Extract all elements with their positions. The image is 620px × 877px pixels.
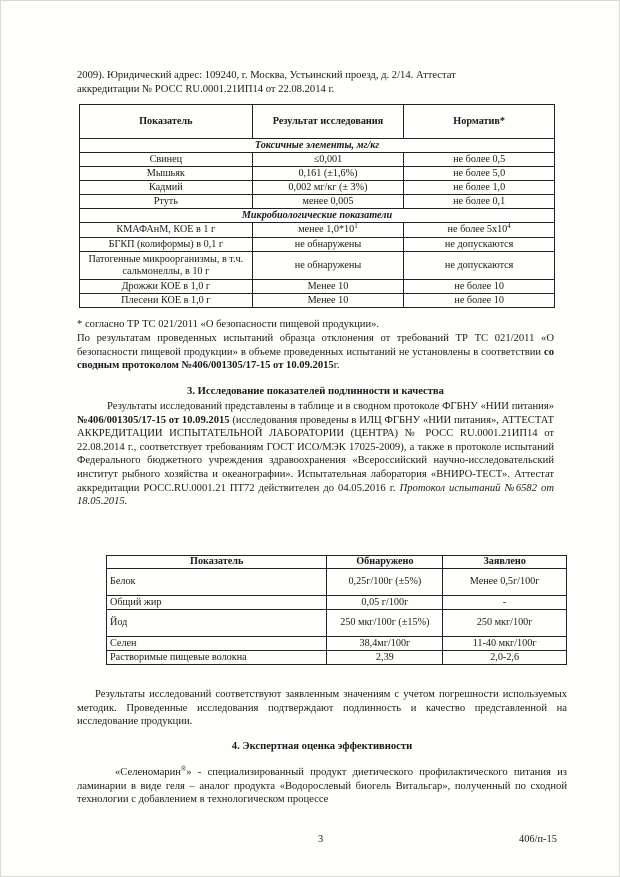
section-3-text-mid: (исследования проведены в ИЛЦ ФГБНУ «НИИ питания», АТТЕСТАТ АККРЕДИТАЦИИ ИСПЫТАТЕЛЬНОЙ ЛАБОРАТОРИИ (ЦЕНТРА) № РОСС RU.0001.21ИП14 от 22.08.2014 г., соответствует требованиям ГОСТ ИСО/МЭК 17025-2009), а также в протоколе испытаний Федерального бюджетного учреждения здравоохранения «Всероссийский научно-исследовательский институт рыбного хозяйства и океанографии». Испытательная лаборатория «ВНИРО-ТЕСТ». Аттестат аккредитации РОСС.RU.0001.21 ПТ72 действителен до 04.05.2016 г.: [77, 414, 554, 494]
header-norm: Норматив*: [404, 105, 555, 139]
section-3-test-protocol: Протокол испытаний №6582 от 18.05.2015.: [77, 482, 554, 508]
footnote: * согласно ТР ТС 021/2011 «О безопасности пищевой продукции».: [77, 319, 380, 330]
cell-found: 2,39: [327, 651, 443, 665]
table-row: [80, 252, 555, 280]
conclusion-1-protocol: со сводным протоколом №406/001305/17-15 от 10.09.2015: [77, 346, 554, 372]
cell-name: Общий жир: [107, 596, 327, 610]
cell-result: ≤0,001: [252, 153, 404, 167]
table-header-row: [80, 105, 555, 139]
page-number: 3: [318, 834, 324, 845]
conclusion-1-text: По результатам проведенных испытаний образца отклонения от требований ТР ТС 021/2011 «О безопасности пищевой продукции» в объеме проведенных испытаний не установлены в соответствии: [77, 333, 554, 358]
cell-found: 0,05 г/100г: [327, 596, 443, 610]
table-header-row: [107, 556, 567, 569]
cell-result: не обнаружены: [252, 252, 404, 280]
cell-name: БГКП (колиформы) в 0,1 г: [80, 238, 253, 252]
cell-name: Дрожжи КОЕ в 1,0 г: [80, 280, 253, 294]
result-base: менее 1,0*10: [298, 224, 355, 236]
cell-result: менее 0,005: [252, 195, 404, 209]
cell-found: 0,25г/100г (±5%): [327, 569, 443, 596]
cell-name: Мышьяк: [80, 167, 253, 181]
safety-table: [79, 104, 555, 308]
table-row: [107, 651, 567, 665]
table-row: [80, 280, 555, 294]
section-3-protocol: №406/001305/17-15 от 10.09.2015: [77, 414, 230, 426]
cell-name: Растворимые пищевые волокна: [107, 651, 327, 665]
header-indicator: Показатель: [107, 556, 327, 569]
cell-declared: 2,0-2,6: [443, 651, 567, 665]
document-code: 406/п-15: [519, 834, 557, 845]
registered-mark: ®: [180, 765, 187, 773]
cell-result: не обнаружены: [252, 238, 404, 252]
conclusion-1-tail: г.: [333, 360, 340, 372]
section-toxic: Токсичные элементы, мг/кг: [80, 139, 555, 153]
section-4-heading: 4. Экспертная оценка эффективности: [231, 741, 413, 752]
conclusion-2: Результаты исследований соответствуют заявленным значениям с учетом погрешности используемых методик. Проведенные исследования подтверждают подлинность и качество представленной на исследование продукции.: [77, 689, 567, 728]
table-row: [80, 181, 555, 195]
cell-name: Свинец: [80, 153, 253, 167]
cell-norm: не более 10: [404, 280, 555, 294]
table-row: [107, 569, 567, 596]
cell-norm: не более 1,0: [404, 181, 555, 195]
quality-table: [106, 555, 567, 665]
table-row: [80, 294, 555, 308]
section-4-text-rest: » - специализированный продукт диетического профилактического питания из ламинарии в виде геля – аналог продукта «Водорослевый биогель Витальгар», полученный по сходной технологии с добавлением в технологическом процессе: [77, 767, 567, 806]
table-row: [80, 195, 555, 209]
cell-name: Ртуть: [80, 195, 253, 209]
table-row: [80, 223, 555, 238]
cell-norm: не более 10: [404, 294, 555, 308]
table-row: [80, 238, 555, 252]
cell-name: Плесени КОЕ в 1,0 г: [80, 294, 253, 308]
cell-name: Патогенные микроорганизмы, в т.ч. сальмонеллы, в 10 г: [80, 252, 253, 280]
cell-declared: -: [443, 596, 567, 610]
cell-name: Йод: [107, 610, 327, 637]
cell-found: 38,4мг/100г: [327, 637, 443, 651]
conclusion-1: [77, 332, 554, 373]
header-result: Результат исследования: [252, 105, 404, 139]
section-3-paragraph: [77, 400, 554, 509]
section-3-text-start: Результаты исследований представлены в таблице и в сводном протоколе ФГБНУ «НИИ питания»: [107, 401, 554, 412]
cell-found: 250 мкг/100г (±15%): [327, 610, 443, 637]
table-row: [80, 167, 555, 181]
header-declared: Заявлено: [443, 556, 567, 569]
header-indicator: Показатель: [80, 105, 253, 139]
norm-exponent: 4: [507, 222, 511, 231]
section-4-paragraph: [77, 766, 567, 807]
cell-declared: Менее 0,5г/100г: [443, 569, 567, 596]
cell-declared: 250 мкг/100г: [443, 610, 567, 637]
table-row: [80, 153, 555, 167]
intro-line-1: 2009). Юридический адрес: 109240, г. Москва, Устьинский проезд, д. 2/14. Аттестат: [77, 70, 456, 81]
header-found: Обнаружено: [327, 556, 443, 569]
cell-result: 0,002 мг/кг (± 3%): [252, 181, 404, 195]
cell-norm: не более 5,0: [404, 167, 555, 181]
cell-name: Кадмий: [80, 181, 253, 195]
norm-base: не более 5х10: [447, 224, 508, 236]
section-micro: Микробиологические показатели: [80, 209, 555, 223]
section-4-text-start: «Селеномарин: [115, 767, 181, 778]
section-3-heading: 3. Исследование показателей подлинности и качества: [187, 386, 444, 397]
cell-norm: [404, 223, 555, 238]
cell-result: Менее 10: [252, 294, 404, 308]
table-row: [107, 610, 567, 637]
cell-norm: не более 0,1: [404, 195, 555, 209]
cell-declared: 11-40 мкг/100г: [443, 637, 567, 651]
cell-name: Селен: [107, 637, 327, 651]
intro-line-2: аккредитации № РОСС RU.0001.21ИП14 от 22.08.2014 г.: [77, 84, 335, 95]
cell-name: Белок: [107, 569, 327, 596]
cell-norm: не допускаются: [404, 238, 555, 252]
cell-norm: не допускаются: [404, 252, 555, 280]
cell-result: [252, 223, 404, 238]
cell-norm: не более 0,5: [404, 153, 555, 167]
result-exponent: 1: [354, 222, 358, 231]
cell-name: КМАФАнМ, КОЕ в 1 г: [80, 223, 253, 238]
cell-result: 0,161 (±1,6%): [252, 167, 404, 181]
cell-result: Менее 10: [252, 280, 404, 294]
table-row: [107, 637, 567, 651]
table-row: [107, 596, 567, 610]
